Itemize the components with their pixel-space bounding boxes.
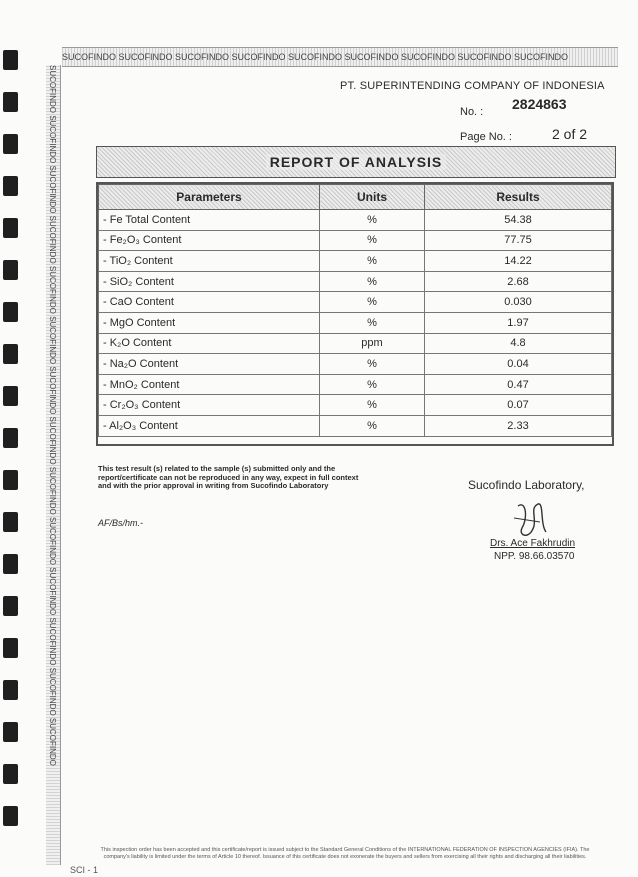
table-row	[99, 271, 612, 292]
watermark-text: SUCOFINDO SUCOFINDO SUCOFINDO SUCOFINDO SUCOFINDO SUCOFINDO SUCOFINDO SUCOFINDO SUCOFINDO	[62, 52, 569, 62]
unit-cell: %	[320, 210, 425, 231]
parameter-cell: - Cr₂O₃ Content	[99, 395, 320, 416]
page-number-label: Page No. :	[460, 131, 512, 143]
watermark-band-top	[62, 47, 618, 67]
report-title: REPORT OF ANALYSIS	[266, 154, 447, 170]
binder-hole	[3, 134, 18, 154]
binder-hole	[3, 344, 18, 364]
parameter-cell: - TiO₂ Content	[99, 251, 320, 272]
binder-hole	[3, 596, 18, 616]
binder-hole	[3, 680, 18, 700]
result-cell: 0.47	[425, 374, 612, 395]
result-cell: 14.22	[425, 251, 612, 272]
column-header-parameters: Parameters	[99, 185, 320, 210]
parameter-cell: - K₂O Content	[99, 333, 320, 354]
signer-name: Drs. Ace Fakhrudin	[490, 538, 576, 549]
table-row	[99, 333, 612, 354]
binder-hole	[3, 554, 18, 574]
binder-hole	[3, 50, 18, 70]
unit-cell: %	[320, 354, 425, 375]
column-header-results: Results	[425, 185, 612, 210]
binder-hole	[3, 302, 18, 322]
binder-hole	[3, 806, 18, 826]
unit-cell: ppm	[320, 333, 425, 354]
table-row	[99, 312, 612, 333]
table-row	[99, 354, 612, 375]
table-row	[99, 395, 612, 416]
column-header-units: Units	[320, 185, 425, 210]
report-number: 2824863	[512, 96, 567, 112]
table-row	[99, 230, 612, 251]
result-cell: 0.030	[425, 292, 612, 313]
result-cell: 2.33	[425, 415, 612, 436]
result-cell: 0.07	[425, 395, 612, 416]
parameter-cell: - Al₂O₃ Content	[99, 415, 320, 436]
company-name: PT. SUPERINTENDING COMPANY OF INDONESIA	[340, 80, 605, 92]
binder-holes	[0, 40, 22, 870]
binder-hole	[3, 92, 18, 112]
result-cell: 0.04	[425, 354, 612, 375]
side-watermark-text: SUCOFINDO SUCOFINDO SUCOFINDO SUCOFINDO SUCOFINDO SUCOFINDO SUCOFINDO SUCOFINDO SUCOFINDO SUCOFINDO SUCOFINDO SUCOFINDO SUCOFINDO SUCOFINDO	[48, 65, 57, 766]
result-cell: 77.75	[425, 230, 612, 251]
report-title-bar	[96, 146, 616, 178]
table-row	[99, 210, 612, 231]
table-row	[99, 251, 612, 272]
footer-terms: This inspection order has been accepted and this certificate/report is issued subject to the Standard General Conditions of the INTERNATIONAL FEDERATION OF INSPECTION AGENCIES (IFIA). The company's liability is limited under the terms of Article 10 thereof. Issuance of this certificate does not exonerate the buyers and sellers from exercising all their rights and discharging all their liabilities.	[100, 847, 590, 860]
table-row	[99, 374, 612, 395]
binder-hole	[3, 176, 18, 196]
unit-cell: %	[320, 251, 425, 272]
result-cell: 4.8	[425, 333, 612, 354]
binder-hole	[3, 428, 18, 448]
parameter-cell: - SiO₂ Content	[99, 271, 320, 292]
binder-hole	[3, 764, 18, 784]
disclaimer-text: This test result (s) related to the sample (s) submitted only and the report/certificate can not be reproduced in any way, expect in full context and with the prior approval in writing from Sucofindo Laboratory	[98, 464, 359, 490]
laboratory-name: Sucofindo Laboratory,	[468, 478, 585, 492]
analysis-table	[96, 182, 614, 446]
page-number: 2 of 2	[552, 126, 588, 142]
result-cell: 54.38	[425, 210, 612, 231]
unit-cell: %	[320, 374, 425, 395]
binder-hole	[3, 386, 18, 406]
unit-cell: %	[320, 230, 425, 251]
binder-hole	[3, 638, 18, 658]
binder-hole	[3, 722, 18, 742]
result-cell: 1.97	[425, 312, 612, 333]
table-header-row	[99, 185, 612, 210]
binder-hole	[3, 512, 18, 532]
watermark-band-side	[46, 65, 61, 865]
report-number-label: No. :	[460, 106, 484, 118]
unit-cell: %	[320, 271, 425, 292]
parameter-cell: - CaO Content	[99, 292, 320, 313]
parameter-cell: - Fe₂O₃ Content	[99, 230, 320, 251]
unit-cell: %	[320, 395, 425, 416]
result-cell: 2.68	[425, 271, 612, 292]
parameter-cell: - Na₂O Content	[99, 354, 320, 375]
table-row	[99, 415, 612, 436]
unit-cell: %	[320, 292, 425, 313]
parameter-cell: - Fe Total Content	[99, 210, 320, 231]
initials: AF/Bs/hm.-	[98, 518, 144, 528]
table-row	[99, 292, 612, 313]
binder-hole	[3, 218, 18, 238]
signer-npp: NPP. 98.66.03570	[494, 551, 575, 562]
unit-cell: %	[320, 415, 425, 436]
parameter-cell: - MnO₂ Content	[99, 374, 320, 395]
parameter-cell: - MgO Content	[99, 312, 320, 333]
binder-hole	[3, 470, 18, 490]
form-code: SCI - 1	[70, 865, 99, 875]
unit-cell: %	[320, 312, 425, 333]
binder-hole	[3, 260, 18, 280]
